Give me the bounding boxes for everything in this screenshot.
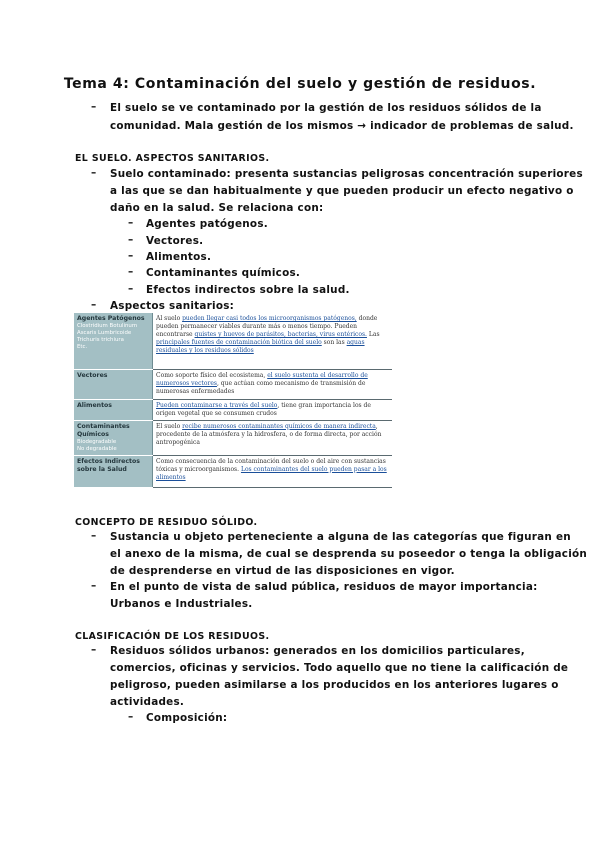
bullet-dash: – — [128, 217, 134, 229]
underlined-text: Los contaminantes del suelo pueden pasar a los alimentos — [156, 465, 387, 481]
text: , procedente de la atmósfera y la hidrosfera, o de forma directa, por acción antropogénica — [156, 422, 382, 446]
row-label-text: Contaminantes Químicos — [77, 422, 130, 438]
text: Al suelo — [156, 315, 183, 322]
row-sublabel: Ascaris Lumbricoide — [77, 330, 132, 336]
paragraph-line: Sustancia u objeto perteneciente a alguna de las categorías que figuran en — [110, 531, 571, 543]
bullet-dash: – — [91, 644, 97, 656]
bullet-dash: – — [91, 299, 97, 311]
bullet-dash: – — [128, 250, 134, 262]
list-item: Alimentos. — [146, 251, 212, 263]
underlined-text: Pueden contaminarse a través del suelo — [156, 401, 278, 409]
table-row — [74, 420, 392, 455]
list-item: Efectos indirectos sobre la salud. — [146, 284, 350, 296]
section-heading-residuo: CONCEPTO DE RESIDUO SÓLIDO. — [75, 517, 258, 528]
page-title: Tema 4: Contaminación del suelo y gestión de residuos. — [63, 76, 537, 92]
list-item: Composición: — [146, 712, 228, 724]
table-row-label — [74, 399, 153, 420]
bullet-dash: – — [128, 283, 134, 295]
text: son las — [321, 339, 347, 346]
paragraph-line: En el punto de vista de salud pública, residuos de mayor importancia: — [110, 581, 538, 593]
paragraph-line: actividades. — [110, 696, 185, 708]
list-item: Vectores. — [146, 235, 204, 247]
intro-line-1: El suelo se ve contaminado por la gestión de los residuos sólidos de la — [110, 102, 542, 114]
bullet-dash: – — [128, 266, 134, 278]
bullet-dash: – — [128, 711, 134, 723]
table-row-description — [153, 455, 393, 487]
table-row-label — [74, 313, 153, 369]
table-row-description — [153, 313, 393, 369]
text: El suelo — [156, 422, 183, 430]
paragraph-line: el anexo de la misma, de cual se desprenda su poseedor o tenga la obligación — [110, 548, 588, 560]
list-item: Contaminantes químicos. — [146, 267, 301, 279]
table-row — [74, 369, 392, 399]
row-sublabel: Clostridium Botulinum — [77, 323, 138, 329]
row-sublabel: No degradable — [77, 445, 117, 452]
table-row-label — [74, 420, 153, 455]
table-row — [74, 455, 392, 487]
table-row-label — [74, 369, 153, 399]
bullet-dash: – — [128, 234, 134, 246]
bullet-dash: – — [91, 167, 97, 179]
text: Como soporte físico del ecosistema, — [156, 371, 268, 379]
row-sublabel: Biodegradable — [77, 438, 117, 445]
row-label-text: Vectores — [77, 371, 108, 379]
bullet-dash: – — [91, 101, 97, 113]
paragraph-line: a las que se dan habitualmente y que pueden producir un efecto negativo o — [110, 185, 574, 197]
paragraph-line: daño en la salud. Se relaciona con: — [110, 202, 324, 214]
paragraph-line: de desprenderse en virtud de las disposiciones en vigor. — [110, 565, 455, 577]
underlined-text: recibe numerosos contaminantes químicos de manera indirecta — [182, 422, 376, 430]
row-label-text: Agentes Patógenos — [77, 315, 145, 322]
paragraph-line: comercios, oficinas y servicios. Todo aquello que no tiene la calificación de — [110, 662, 569, 674]
table-row-description — [153, 420, 393, 455]
text: donde pueden permanecer viables durante más o menos tiempo. Pueden encontrarse — [156, 315, 378, 338]
table-row-label — [74, 455, 153, 487]
intro-line-2: comunidad. Mala gestión de los mismos → indicador de problemas de salud. — [110, 120, 574, 132]
table-row — [74, 313, 392, 369]
text: Como consecuencia de la contaminación del suelo o del aire con sustancias tóxicas y microorganismos. — [156, 457, 386, 473]
row-label-text: Efectos Indirectos sobre la Salud — [77, 457, 140, 473]
aspectos-label: Aspectos sanitarios: — [110, 300, 235, 312]
section-heading-clasificacion: CLASIFICACIÓN DE LOS RESIDUOS. — [75, 631, 270, 642]
text: Las — [366, 331, 380, 338]
bullet-dash: – — [91, 530, 97, 542]
text: , que actúan como mecanismo de transmisión de numerosas enfermedades — [156, 379, 366, 395]
underlined-text: pueden llegar casi todos los microorganismos patógenos, — [182, 315, 357, 322]
row-sublabel: Trichuris trichiura — [77, 337, 124, 343]
paragraph-line: Suelo contaminado: presenta sustancias peligrosas concentración superiores — [110, 168, 583, 180]
bullet-dash: – — [91, 580, 97, 592]
list-item: Agentes patógenos. — [146, 218, 268, 230]
underlined-text: el suelo sustenta el desarrollo de numerosos vectores — [156, 371, 368, 387]
paragraph-line: Residuos sólidos urbanos: generados en los domicilios particulares, — [110, 645, 525, 657]
row-sublabel: Etc. — [77, 344, 88, 350]
section-heading-suelo: EL SUELO. ASPECTOS SANITARIOS. — [75, 153, 270, 164]
table-row — [74, 399, 392, 420]
table-row-description — [153, 399, 393, 420]
paragraph-line: peligroso, pueden asimilarse a los producidos en los anteriores lugares o — [110, 679, 559, 691]
underlined-text: aguas residuales y los residuos sólidos — [156, 339, 365, 354]
underlined-text: quistes y huevos de parásitos, bacterias, virus entéricos. — [194, 331, 367, 338]
text: , tiene gran importancia los de origen vegetal que se consumen crudos — [156, 401, 371, 417]
table-row-description — [153, 369, 393, 399]
aspectos-sanitarios-table — [74, 313, 392, 488]
underlined-text: principales fuentes de contaminación biótica del suelo — [156, 339, 322, 346]
row-label-text: Alimentos — [77, 401, 112, 409]
paragraph-line: Urbanos e Industriales. — [110, 598, 253, 610]
